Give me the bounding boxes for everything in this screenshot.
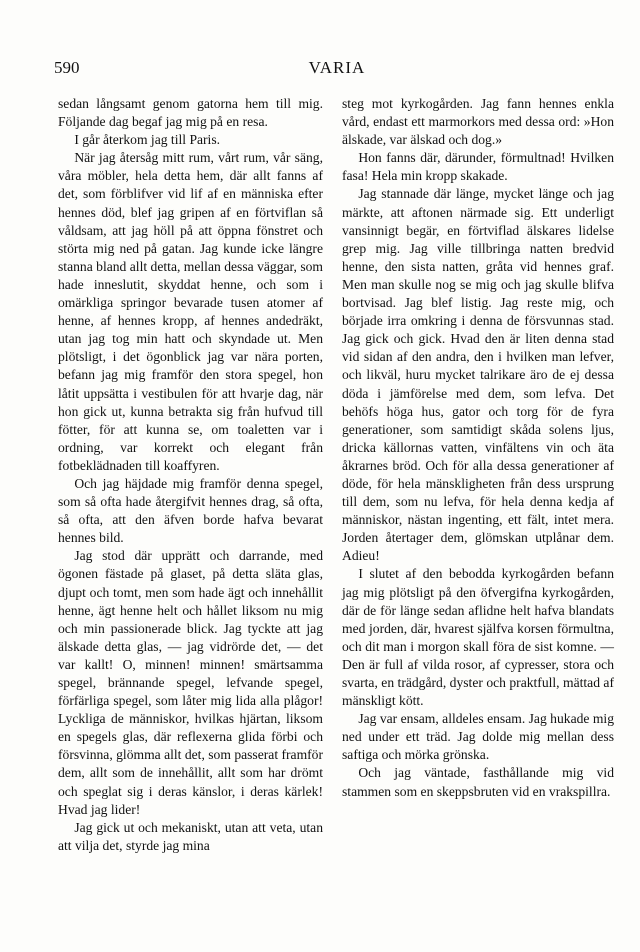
- page-header: [54, 58, 620, 82]
- paragraph: Hon fanns där, därunder, förmultnad! Hvilken fasa! Hela min kropp skakade.: [342, 150, 614, 184]
- running-title: VARIA: [308, 58, 366, 77]
- paragraph: Jag var ensam, alldeles ensam. Jag hukade mig ned under ett träd. Jag dolde mig mellan dess saftiga och mörka grönska.: [342, 711, 614, 763]
- paragraph: I slutet af den bebodda kyrkogården befann jag mig plötsligt på den öfvergifna kyrkogården, där de för länge sedan aflidne helt hafva blandats med jorden, där, hvarest själfva korsen förmultna, och dit man i morgon skall föra de sist komne. — Den är full af vilda rosor, af cypresser, stora och svarta, en trädgård, dyster och praktfull, mättad af mänskligt kött.: [342, 566, 614, 709]
- paragraph: Jag gick ut och mekaniskt, utan att veta, utan att vilja det, styrde jag mina: [58, 819, 323, 853]
- paragraph: När jag återsåg mitt rum, vårt rum, vår säng, våra möbler, hela detta hem, där allt fanns af det, som förblifver vid lif af en människa efter hennes död, blef jag gripen af en förtviflan så våldsam, att jag höll på att öppna fönstret och störta mig ned på gatan. Jag kunde icke längre stanna bland allt detta, mellan dessa väggar, som hade inneslutit, skyddat henne, och som i omärkliga springor bevarade tusen atomer af henne, af hennes kropp, af hennes andedräkt, utan jag tog min hatt och skyndade ut. Men plötsligt, i det ögonblick jag var nära porten, befann jag mig framför den stora spegel, hon låtit uppsätta i vestibulen för att hvarje dag, när hon gick ut, kunna betrakta sig från hufvud till fötter, för att kunna se, om toaletten var i ordning, var korrekt och elegant från fotbeklädnaden till koaffyren.: [58, 150, 323, 473]
- paragraph: Jag stod där upprätt och darrande, med ögonen fästade på glaset, på detta släta glas, djupt och tomt, men som hade ägt och innehållit henne, ägt henne helt och hållet liksom nu mig och min passionerade blick. Jag tyckte att jag älskade detta glas, — jag vidrörde det, — det var kallt! O, minnen! minnen! smärtsamma spegel, brännande spegel, lefvande spegel, förfärliga spegel, som låter mig lida alla plågor! Lyckliga de människor, hvilkas hjärtan, liksom en spegels glas, där reflexerna glida förbi och försvinna, glömma allt det, som passerat framför dem, allt som de innehållit, allt som har drömt och speglat sig i deras känslor, i deras kärlek! Hvad jag lider!: [58, 548, 324, 817]
- page-number: 590: [54, 58, 80, 77]
- paragraph: steg mot kyrkogården. Jag fann hennes enkla vård, endast ett marmorkors med dessa ord: »Hon älskade, var älskad och dog.»: [342, 96, 614, 148]
- paragraph: I går återkom jag till Paris.: [74, 132, 221, 148]
- paragraph: sedan långsamt genom gatorna hem till mig. Följande dag begaf jag mig på en resa.: [58, 96, 323, 130]
- paragraph: Jag stannade där länge, mycket länge och jag märkte, att aftonen närmade sig. Ett underligt vansinnigt begär, en förtviflad älskares lidelse grep mig. Jag ville tillbringa natten bredvid henne, den sista natten, gråta vid hennes graf. Men man skulle nog se mig och jag skulle blifva bortvisad. Jag blef listig. Jag reste mig, och började irra omkring i denna de försvunnas stad. Jag gick och gick. Hvad den är liten denna stad vid sidan af den andra, den i hvilken man lefver, och likväl, huru mycket talrikare äro de ej dessa döda i jämförelse med dem, som lefva. Det behöfs höga hus, gator och torg för de fyra generationer, som samtidigt skåda solens ljus, dricka källornas vatten, vinfältens vin och äta åkrarnes bröd. Och för alla dessa generationer af döde, för hela mänskligheten från dess ursprung till dem, som nu lefva, för hela denna kedja af människor, nästan ingenting, ett fält, intet mera. Jorden återtager dem, glömskan utplånar dem. Adieu!: [342, 186, 614, 564]
- right-column: [342, 95, 614, 801]
- paragraph: Och jag häjdade mig framför denna spegel, som så ofta hade återgifvit hennes drag, så ofta, så ofta, att den äfven borde hafva bevarat hennes bild.: [58, 475, 323, 546]
- paragraph: Och jag väntade, fasthållande mig vid stammen som en skeppsbruten vid en vrakspillra.: [342, 765, 614, 799]
- left-column: [58, 95, 323, 855]
